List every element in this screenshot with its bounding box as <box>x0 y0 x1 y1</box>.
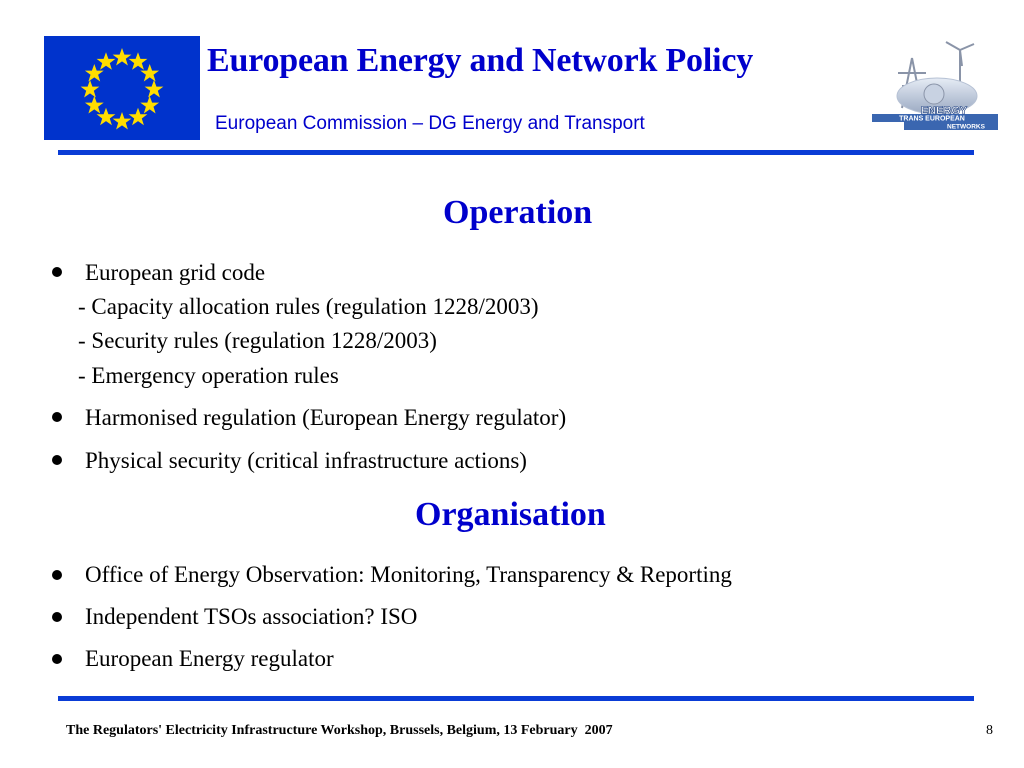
operation-subitem-capacity: - Capacity allocation rules (regulation 1228/2003) <box>78 294 539 319</box>
header-divider <box>58 150 974 155</box>
operation-item-physical-security: Physical security (critical infrastructure actions) <box>85 448 527 473</box>
operation-subitem-security: - Security rules (regulation 1228/2003) <box>78 328 437 353</box>
footer-divider <box>58 696 974 701</box>
eu-flag-icon <box>44 36 200 140</box>
logo-text-line1: TRANS EUROPEAN <box>899 115 965 123</box>
bullet-icon <box>52 412 62 422</box>
page-number: 8 <box>986 723 993 738</box>
organisation-item-tso: Independent TSOs association? ISO <box>85 604 418 629</box>
page-title: European Energy and Network Policy <box>207 42 754 79</box>
logo-text-line2: ENERGY <box>920 105 968 117</box>
operation-subitem-emergency: - Emergency operation rules <box>78 363 339 388</box>
operation-item-harmonised: Harmonised regulation (European Energy regulator) <box>85 405 567 430</box>
logo-text-line3: NETWORKS <box>947 123 985 131</box>
organisation-item-observation: Office of Energy Observation: Monitoring, Transparency & Reporting <box>85 562 732 587</box>
operation-heading: Operation <box>443 194 593 231</box>
page-subtitle: European Commission – DG Energy and Transport <box>215 113 645 134</box>
organisation-heading: Organisation <box>415 496 606 533</box>
trans-european-energy-networks-logo <box>862 38 1004 138</box>
organisation-item-regulator: European Energy regulator <box>85 646 334 671</box>
footer-text: The Regulators' Electricity Infrastructure Workshop, Brussels, Belgium, 13 February 2007 <box>66 723 613 738</box>
bullet-icon <box>52 570 62 580</box>
bullet-icon <box>52 267 62 277</box>
operation-item-grid-code: European grid code <box>85 260 266 285</box>
bullet-icon <box>52 654 62 664</box>
bullet-icon <box>52 455 62 465</box>
bullet-icon <box>52 612 62 622</box>
